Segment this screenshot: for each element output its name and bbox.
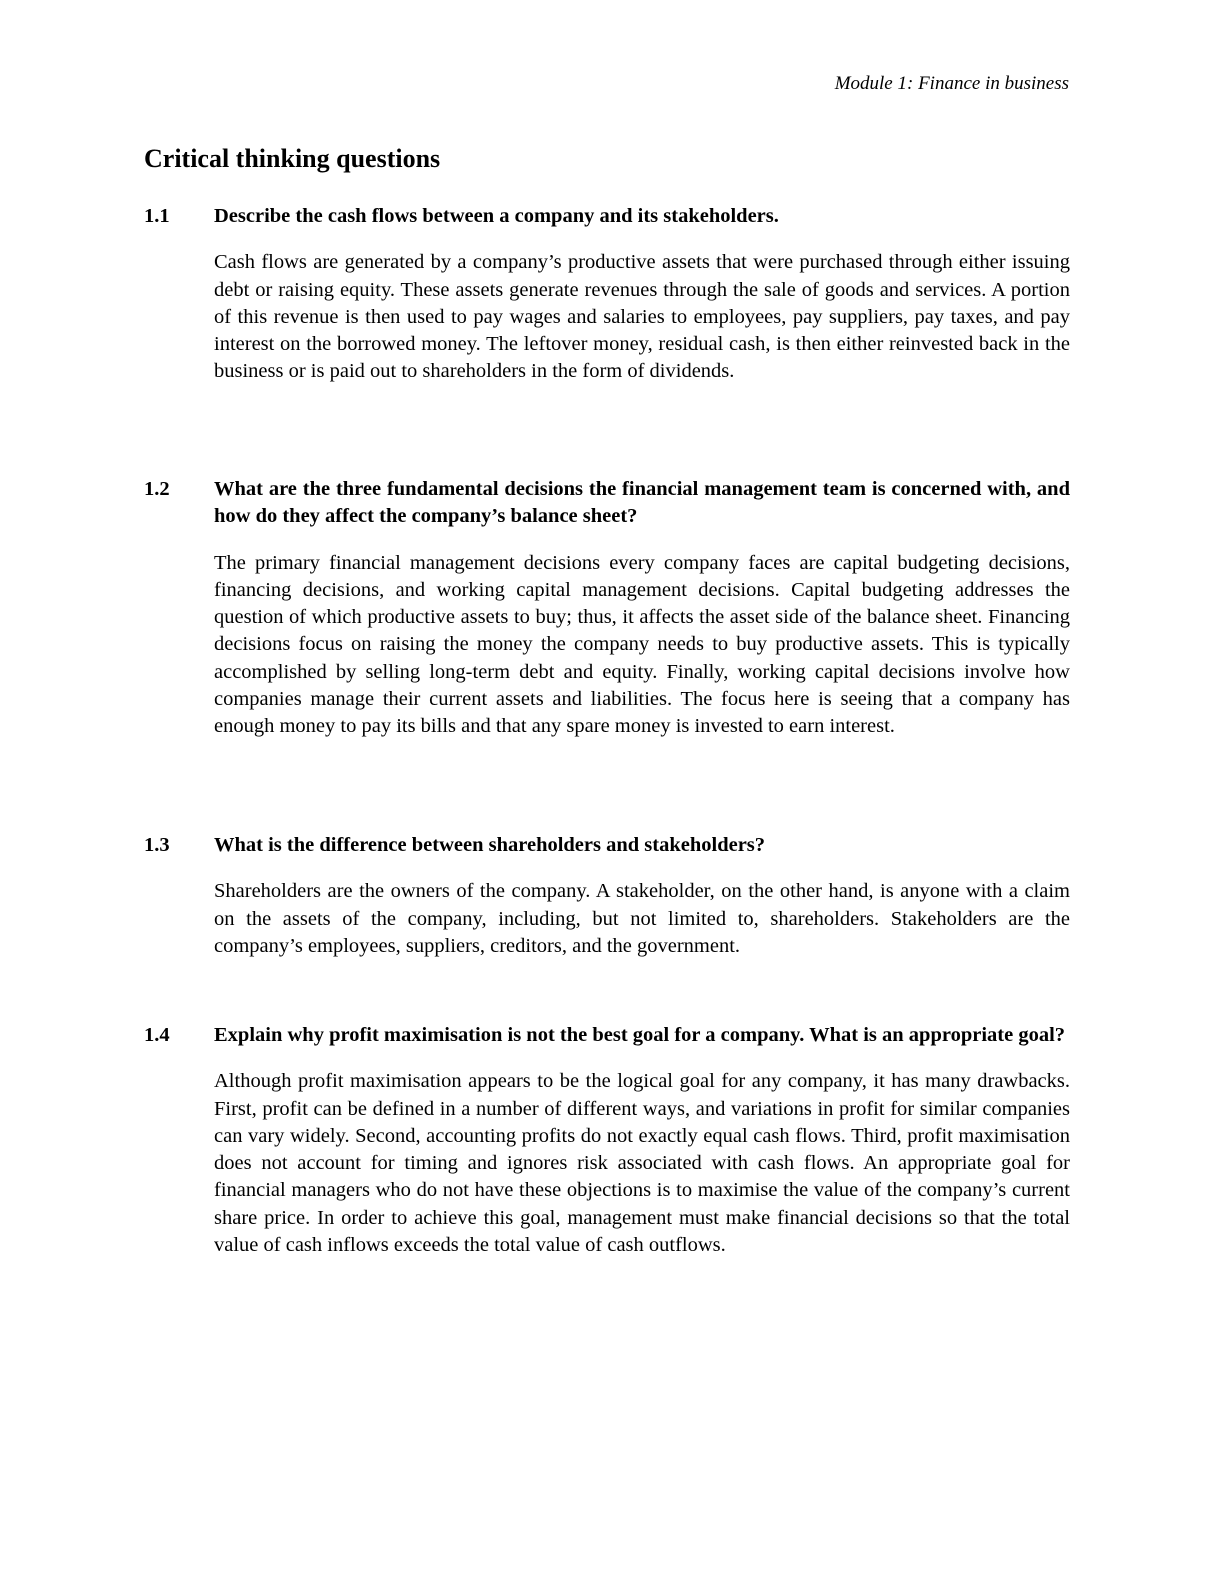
question-row <box>144 203 1070 230</box>
answer-paragraph: Cash flows are generated by a company’s productive assets that were purchased through either issuing debt or raising equity. These assets generate revenues through the sale of goods and services. A portion of this revenue is then used to pay wages and salaries to employees, pay suppliers, pay taxes, and pay interest on the borrowed money. The leftover money, residual cash, is then either reinvested back in the business or is paid out to shareholders in the form of dividends. <box>214 251 1070 383</box>
answer-paragraph: Shareholders are the owners of the company. A stakeholder, on the other hand, is anyone with a claim on the assets of the company, including, but not limited to, shareholders. Stakeholders are the company’s employees, suppliers, creditors, and the government. <box>214 880 1070 957</box>
question-block-1-3 <box>144 832 1070 960</box>
section-heading: Critical thinking questions <box>144 144 441 173</box>
question-text: What are the three fundamental decisions the financial management team is concerned with, and how do they affect the company’s balance sheet? <box>214 478 1070 528</box>
question-text: What is the difference between shareholders and stakeholders? <box>214 834 766 856</box>
running-header: Module 1: Finance in business <box>834 73 1069 94</box>
question-block-1-4 <box>144 1022 1070 1259</box>
question-number: 1.2 <box>144 478 170 500</box>
question-block-1-1 <box>144 203 1070 386</box>
question-block-1-2 <box>144 476 1070 741</box>
answer-paragraph: The primary financial management decisions every company faces are capital budgeting decisions, financing decisions, and working capital management decisions. Capital budgeting addresses the question of which productive assets to buy; thus, it affects the asset side of the balance sheet. Financing decisions focus on raising the money the company needs to buy productive assets. This is typically accomplished by selling long-term debt and equity. Finally, working capital decisions involve how companies manage their current assets and liabilities. The focus here is seeing that a company has enough money to pay its bills and that any spare money is invested to earn interest. <box>214 551 1070 738</box>
question-row <box>144 832 1070 859</box>
question-row <box>144 476 1070 531</box>
question-number: 1.3 <box>144 834 170 856</box>
answer-paragraph: Although profit maximisation appears to be the logical goal for any company, it has many drawbacks. First, profit can be defined in a number of different ways, and variations in profit for similar companies can vary widely. Second, accounting profits do not exactly equal cash flows. Third, profit maximisation does not account for timing and ignores risk associated with cash flows. An appropriate goal for financial managers who do not have these objections is to maximise the value of the company’s current share price. In order to achieve this goal, management must make financial decisions so that the total value of cash inflows exceeds the total value of cash outflows. <box>214 1070 1070 1257</box>
question-number: 1.1 <box>144 205 170 227</box>
question-row <box>144 1022 1070 1049</box>
question-text: Describe the cash flows between a company and its stakeholders. <box>214 205 779 227</box>
question-number: 1.4 <box>144 1024 170 1046</box>
question-text: Explain why profit maximisation is not the best goal for a company. What is an appropriate goal? <box>214 1024 1066 1046</box>
